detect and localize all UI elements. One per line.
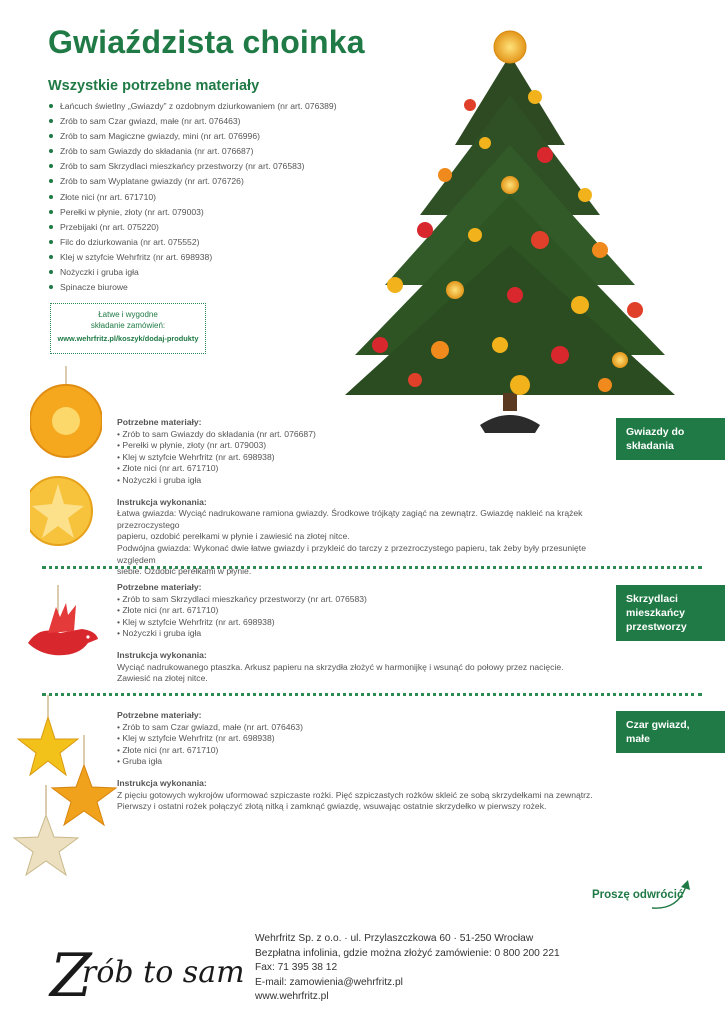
paper-bird-image <box>20 585 100 665</box>
section-paper-birds <box>117 582 622 685</box>
list-item: Klej w sztyfcie Wehrfritz (nr art. 698938) <box>48 250 368 265</box>
section-divider <box>42 693 702 696</box>
list-item: Zrób to sam Wyplatane gwiazdy (nr art. 076726) <box>48 174 368 189</box>
contact-email[interactable]: E-mail: zamowienia@wehrfritz.pl <box>255 976 403 988</box>
contact-line: Wehrfritz Sp. z o.o. · ul. Przylaszczkowa 60 · 51-250 Wrocław <box>255 933 534 944</box>
list-item: Złote nici (nr art. 671710) <box>48 190 368 205</box>
list-item: Zrób to sam Skrzydlaci mieszkańcy przestworzy (nr art. 076583) <box>48 159 368 174</box>
list-item: • Zrób to sam Gwiazdy do składania (nr art. 076687) <box>117 428 316 439</box>
page-title: Gwiaździsta choinka <box>48 24 365 60</box>
list-item: • Zrób to sam Czar gwiazd, małe (nr art. 076463) <box>117 721 303 732</box>
contact-info <box>255 932 560 1005</box>
list-item: Zrób to sam Czar gwiazd, małe (nr art. 076463) <box>48 114 368 129</box>
list-item: Przebijaki (nr art. 075220) <box>48 220 368 235</box>
order-info-box <box>50 303 206 354</box>
svg-text:Z: Z <box>50 941 92 1010</box>
instruction-line: siebie. Ozdobić perełkami w płynie. <box>117 566 252 577</box>
contact-website[interactable]: www.wehrfritz.pl <box>255 991 329 1003</box>
curved-arrow-icon <box>648 878 696 914</box>
materials-subheading: Potrzebne materiały: <box>117 417 202 427</box>
instructions-heading: Instrukcja wykonania: <box>117 777 207 788</box>
list-item: Nożyczki i gruba igła <box>48 265 368 280</box>
instruction-line: Pierwszy i ostatni rożek połączyć złotą nitką i zamknąć gwiazdę, wsuwając ostatnie skrzydełko w pierwszy rożek. <box>117 801 547 812</box>
list-item: Zrób to sam Magiczne gwiazdy, mini (nr art. 076996) <box>48 129 368 144</box>
list-item: • Nożyczki i gruba igła <box>117 474 202 485</box>
list-item: • Klej w sztyfcie Wehrfritz (nr art. 698938) <box>117 451 275 462</box>
christmas-tree-image <box>335 25 685 440</box>
materials-heading: Wszystkie potrzebne materiały <box>48 78 260 94</box>
list-item: Spinacze biurowe <box>48 280 368 295</box>
materials-list <box>48 99 368 295</box>
list-item: • Złote nici (nr art. 671710) <box>117 744 219 755</box>
list-item: Łańcuch świetlny „Gwiazdy” z ozdobnym dziurkowaniem (nr art. 076389) <box>48 99 368 114</box>
instruction-line: Zawiesić na złotej nitce. <box>117 673 208 684</box>
list-item: • Klej w sztyfcie Wehrfritz (nr art. 698938) <box>117 616 275 627</box>
materials-subheading: Potrzebne materiały: <box>117 582 202 592</box>
pointed-stars-image <box>8 695 118 885</box>
svg-text:rób to sam: rób to sam <box>82 955 245 990</box>
section-pointed-stars <box>117 710 622 813</box>
section-divider <box>42 566 702 569</box>
materials-subheading: Potrzebne materiały: <box>117 710 202 720</box>
list-item: • Klej w sztyfcie Wehrfritz (nr art. 698938) <box>117 733 275 744</box>
turn-page-note: Proszę odwrócić <box>592 889 684 901</box>
list-item: Perełki w płynie, złoty (nr art. 079003) <box>48 205 368 220</box>
list-item: • Złote nici (nr art. 671710) <box>117 605 219 616</box>
list-item: • Perełki w płynie, złoty (nr art. 079003) <box>117 440 267 451</box>
order-box-line: Łatwe i wygodne <box>98 310 158 319</box>
instruction-line: Z pięciu gotowych wykrojów uformować szpiczaste rożki. Pięć szpiczastych rożków skleić ze sobą skrzydełkami na zewnątrz. <box>117 789 593 800</box>
list-item: • Gruba igła <box>117 756 163 767</box>
instruction-line: Wyciąć nadrukowanego ptaszka. Arkusz papieru na skrzydła złożyć w harmonijkę i wsunąć do połowy przez nacięcie. <box>117 661 564 672</box>
list-item: Filc do dziurkowania (nr art. 075552) <box>48 235 368 250</box>
brand-logo <box>48 930 248 1010</box>
list-item: • Złote nici (nr art. 671710) <box>117 463 219 474</box>
section-folded-stars <box>117 417 622 578</box>
instructions-heading: Instrukcja wykonania: <box>117 649 207 660</box>
instruction-line: Łatwa gwiazda: Wyciąć nadrukowane ramiona gwiazdy. Środkowe trójkąty zagiąć na zewnątrz. Gwiazdę nakleić na krążek przezroczystego <box>117 508 583 530</box>
list-item: • Nożyczki i gruba igła <box>117 628 202 639</box>
section-tag-folded-stars: Gwiazdy do składania <box>616 418 725 460</box>
folded-stars-image <box>30 366 102 546</box>
list-item: Zrób to sam Gwiazdy do składania (nr art. 076687) <box>48 144 368 159</box>
list-item: • Zrób to sam Skrzydlaci mieszkańcy przestworzy (nr art. 076583) <box>117 593 367 604</box>
contact-line: Fax: 71 395 38 12 <box>255 962 338 974</box>
section-tag-paper-birds: Skrzydlaci mieszkańcy przestworzy <box>616 585 725 641</box>
order-link[interactable]: www.wehrfritz.pl/koszyk/dodaj-produkty <box>57 334 199 343</box>
instruction-line: papieru, ozdobić perełkami w płynie i zawiesić na złotej nitce. <box>117 531 350 542</box>
instructions-heading: Instrukcja wykonania: <box>117 496 207 507</box>
order-box-line: składanie zamówień: <box>90 321 166 330</box>
instruction-line: Podwójna gwiazda: Wykonać dwie łatwe gwiazdy i przykleić do tarczy z przezroczystego papieru, tak żeby były przesunięte względem <box>117 542 586 565</box>
section-tag-pointed-stars: Czar gwiazd, małe <box>616 711 725 753</box>
contact-line: Bezpłatna infolinia, gdzie można złożyć zamówienie: 0 800 200 221 <box>255 947 560 959</box>
